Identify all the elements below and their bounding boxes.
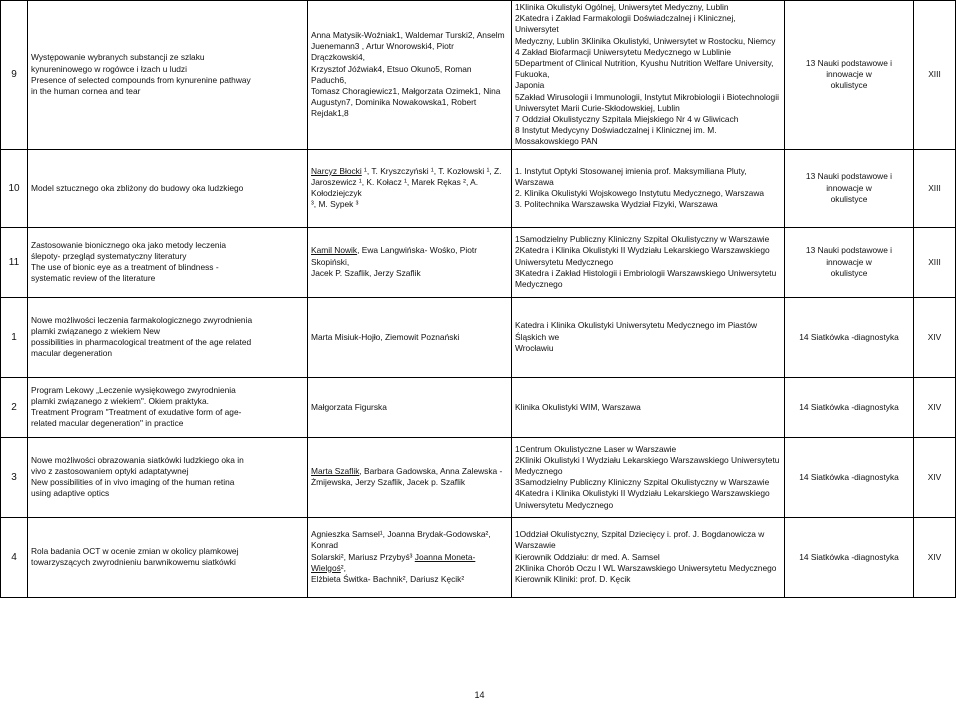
institutions: [512, 1, 785, 150]
institution-line: 2Katedra i Klinika Okulistyki II Wydziału Lekarskiego Warszawskiego: [515, 245, 770, 256]
area-line: okulistyce: [830, 80, 868, 91]
row-number: 1: [1, 297, 28, 377]
presentation-title: [28, 517, 308, 597]
title-line: Nowe możliwości obrazowania siatkówki ludzkiego oka in: [31, 454, 244, 465]
title-line: plamki związanego z wiekiem". Okiem praktyka.: [31, 395, 209, 406]
presenting-author: Joanna Moneta-Wielgoś: [311, 551, 476, 573]
authors: [308, 377, 512, 437]
authors-line: Solarski², Mariusz Przybyś³ Joanna Moneta-Wielgoś²,: [311, 551, 476, 573]
authors-line: Elżbieta Świtka- Bachnik², Dariusz Kęcik²: [311, 573, 465, 584]
authors-line: Marta Szaflik, Barbara Gadowska, Anna Zalewska -: [311, 465, 503, 476]
area-line: 14 Siatkówka -diagnostyka: [799, 331, 899, 342]
title-line: macular degeneration: [31, 348, 113, 359]
session-panel: XIV: [914, 297, 956, 377]
institutions: [512, 227, 785, 297]
table-row: [1, 437, 956, 517]
institution-line: 1Centrum Okulistyczne Laser w Warszawie: [515, 443, 677, 454]
presentation-title: [28, 377, 308, 437]
institution-line: 3. Politechnika Warszawska Wydział Fizyki, Warszawa: [515, 199, 718, 210]
row-number: 9: [1, 1, 28, 150]
authors: [308, 149, 512, 227]
row-number: 11: [1, 227, 28, 297]
authors-line: Żmijewska, Jerzy Szaflik, Jacek p. Szaflik: [311, 477, 466, 488]
institution-line: 5Zakład Wirusologii i Immunologii, Instytut Mikrobiologii i Biotechnologii: [515, 91, 779, 102]
area-line: 13 Nauki podstawowe i innowacje w: [805, 245, 893, 267]
authors: [308, 297, 512, 377]
title-line: Zastosowanie bionicznego oka jako metody leczenia: [31, 239, 227, 250]
institution-line: Kierownik Kliniki: prof. D. Kęcik: [515, 573, 631, 584]
title-line: The use of bionic eye as a treatment of blindness -: [31, 262, 219, 273]
authors-line: Kamil Nowik, Ewa Langwińska- Wośko, Piotr Skopiński,: [311, 245, 478, 267]
row-number: 3: [1, 437, 28, 517]
authors-line: Agnieszka Samsel¹, Joanna Brydak-Godowska², Konrad: [311, 529, 491, 551]
row-number: 2: [1, 377, 28, 437]
area-line: 13 Nauki podstawowe i innowacje w: [805, 171, 893, 193]
title-line: plamki związanego z wiekiem New: [31, 325, 160, 336]
authors: [308, 437, 512, 517]
institution-line: 1Oddział Okulistyczny, Szpital Dziecięcy i. prof. J. Bogdanowicza w Warszawie: [515, 529, 765, 551]
institution-line: Wrocławiu: [515, 342, 554, 353]
title-line: Treatment Program "Treatment of exudative form of age-: [31, 407, 242, 418]
row-number: 4: [1, 517, 28, 597]
title-line: using adaptive optics: [31, 488, 110, 499]
institution-line: 3Katedra i Zakład Histologii i Embriologii Warszawskiego Uniwersytetu: [515, 267, 777, 278]
institution-line: Uniwersytetu Medycznego: [515, 499, 614, 510]
thematic-area: [785, 517, 914, 597]
title-line: ślepoty- przegląd systematyczny literatury: [31, 250, 187, 261]
title-line: systematic review of the literature: [31, 273, 156, 284]
table-row: [1, 377, 956, 437]
institution-line: Medyczny, Lublin 3Klinika Okulistyki, Uniwersytet w Rostocku, Niemcy: [515, 35, 776, 46]
institution-line: Uniwersytetu Medycznego: [515, 256, 614, 267]
institution-line: 4Katedra i Klinika Okulistyki II Wydziału Lekarskiego Warszawskiego: [515, 488, 770, 499]
institution-line: 4 Zakład Biofarmacji Uniwersytetu Medycznego w Lublinie: [515, 46, 731, 57]
title-line: possibilities in pharmacological treatment of the age related: [31, 337, 252, 348]
institution-line: 7 Oddział Okulistyczny Szpitala Miejskiego Nr 4 w Gliwicach: [515, 114, 739, 125]
institution-line: Japonia: [515, 80, 545, 91]
institution-line: 2Kliniki Okulistyki I Wydziału Lekarskiego Warszawskiego Uniwersytetu: [515, 454, 780, 465]
authors-line: Augustyn7, Dominika Nowakowska1, Robert Rejdak1,8: [311, 97, 477, 119]
authors: [308, 1, 512, 150]
table-row: [1, 517, 956, 597]
thematic-area: [785, 1, 914, 150]
institution-line: 1. Instytut Optyki Stosowanej imienia prof. Maksymiliana Pluty, Warszawa: [515, 165, 747, 187]
session-panel: XIII: [914, 227, 956, 297]
area-line: okulistyce: [830, 267, 868, 278]
authors-line: Narcyz Błocki ¹, T. Kryszczyński ¹, T. Kozłowski ¹, Z.: [311, 165, 502, 176]
area-line: okulistyce: [830, 193, 868, 204]
thematic-area: [785, 227, 914, 297]
thematic-area: [785, 149, 914, 227]
presenting-author: Kamil Nowik: [311, 245, 358, 256]
institution-line: 8 Instytut Medycyny Doświadczalnej i Klinicznej im. M. Mossakowskiego PAN: [515, 125, 717, 147]
title-line: vivo z zastosowaniem optyki adaptatywnej: [31, 465, 189, 476]
authors-line: Krzysztof Jóźwiak4, Etsuo Okuno5, Roman Paduch6,: [311, 63, 472, 85]
thematic-area: [785, 297, 914, 377]
institution-line: 1Klinika Okulistyki Ogólnej, Uniwersytet Medyczny, Lublin: [515, 2, 729, 12]
institution-line: Uniwersytet Marii Curie-Skłodowskiej, Lublin: [515, 102, 680, 113]
authors-line: Jacek P. Szaflik, Jerzy Szaflik: [311, 267, 421, 278]
row-number: 10: [1, 149, 28, 227]
title-line: kynureninowego w rogówce i łzach u ludzi: [31, 63, 187, 74]
presentation-title: [28, 1, 308, 150]
session-panel: XIV: [914, 377, 956, 437]
authors-line: Anna Matysik-Woźniak1, Waldemar Turski2, Anselm: [311, 30, 505, 40]
institution-line: 3Samodzielny Publiczny Kliniczny Szpital Okulistyczny w Warszawie: [515, 477, 770, 488]
institutions: [512, 377, 785, 437]
institution-line: 2Katedra i Zakład Farmakologii Doświadczalnej i Klinicznej, Uniwersytet: [515, 13, 736, 35]
institutions: [512, 437, 785, 517]
session-panel: XIII: [914, 1, 956, 150]
institution-line: 5Department of Clinical Nutrition, Kyushu Nutrition Welfare University, Fukuoka,: [515, 58, 774, 80]
title-line: Program Lekowy „Leczenie wysiękowego zwyrodnienia: [31, 384, 236, 395]
institution-line: Kierownik Oddziału: dr med. A. Samsel: [515, 551, 660, 562]
page-number: 14: [474, 690, 485, 700]
table-row: [1, 149, 956, 227]
table-row: [1, 227, 956, 297]
session-panel: XIV: [914, 517, 956, 597]
presentation-title: [28, 297, 308, 377]
institution-line: Medycznego: [515, 465, 563, 476]
institution-line: Medycznego: [515, 278, 563, 289]
title-line: Występowanie wybranych substancji ze szlaku: [31, 52, 205, 63]
title-line: Model sztucznego oka zbliżony do budowy oka ludzkiego: [31, 182, 244, 193]
institution-line: 2Klinika Chorób Oczu I WL Warszawskiego Uniwersytetu Medycznego: [515, 562, 777, 573]
area-line: 14 Siatkówka -diagnostyka: [799, 471, 899, 482]
authors: [308, 517, 512, 597]
title-line: towarzyszących zwyrodnieniu barwnikowemu siatkówki: [31, 557, 236, 568]
institutions: [512, 149, 785, 227]
title-line: Nowe możliwości leczenia farmakologicznego zwyrodnienia: [31, 314, 253, 325]
presentation-title: [28, 437, 308, 517]
area-line: 13 Nauki podstawowe i innowacje w: [805, 58, 893, 80]
institution-line: Klinika Okulistyki WIM, Warszawa: [515, 401, 641, 412]
title-line: related macular degeneration" in practice: [31, 418, 184, 429]
authors: [308, 227, 512, 297]
presenting-author: Marta Szaflik: [311, 465, 360, 476]
presentation-title: [28, 149, 308, 227]
area-line: 14 Siatkówka -diagnostyka: [799, 551, 899, 562]
authors-line: Marta Misiuk-Hojło, Ziemowit Poznański: [311, 331, 460, 342]
title-line: in the human cornea and tear: [31, 86, 141, 97]
table-row: [1, 297, 956, 377]
session-panel: XIV: [914, 437, 956, 517]
institution-line: 1Samodzielny Publiczny Kliniczny Szpital Okulistyczny w Warszawie: [515, 234, 770, 245]
session-panel: XIII: [914, 149, 956, 227]
thematic-area: [785, 377, 914, 437]
institutions: [512, 517, 785, 597]
area-line: 14 Siatkówka -diagnostyka: [799, 401, 899, 412]
presenting-author: Narcyz Błocki: [311, 165, 362, 176]
institutions: [512, 297, 785, 377]
authors-line: Tomasz Choragiewicz1, Małgorzata Ozimek1, Nina: [311, 86, 501, 97]
title-line: New possibilities of in vivo imaging of the human retina: [31, 477, 235, 488]
presentation-title: [28, 227, 308, 297]
authors-line: ³, M. Sypek ³: [311, 199, 359, 210]
title-line: Presence of selected compounds from kynurenine pathway: [31, 74, 251, 85]
authors-line: Jaroszewicz ¹, K. Kołacz ¹, Marek Rękas ², A. Kołodziejczyk: [311, 176, 479, 199]
institution-line: 2. Klinika Okulistyki Wojskowego Instytutu Medycznego, Warszawa: [515, 188, 765, 199]
authors-line: Małgorzata Figurska: [311, 401, 387, 412]
program-table-body: [1, 1, 956, 598]
title-line: Rola badania OCT w ocenie zmian w okolicy plamkowej: [31, 545, 239, 556]
thematic-area: [785, 437, 914, 517]
table-row: [1, 1, 956, 150]
institution-line: Katedra i Klinika Okulistyki Uniwersytetu Medycznego im Piastów Śląskich we: [515, 320, 758, 342]
authors-line: Juenemann3 , Artur Wnorowski4, Piotr Drączkowski4,: [311, 41, 454, 63]
